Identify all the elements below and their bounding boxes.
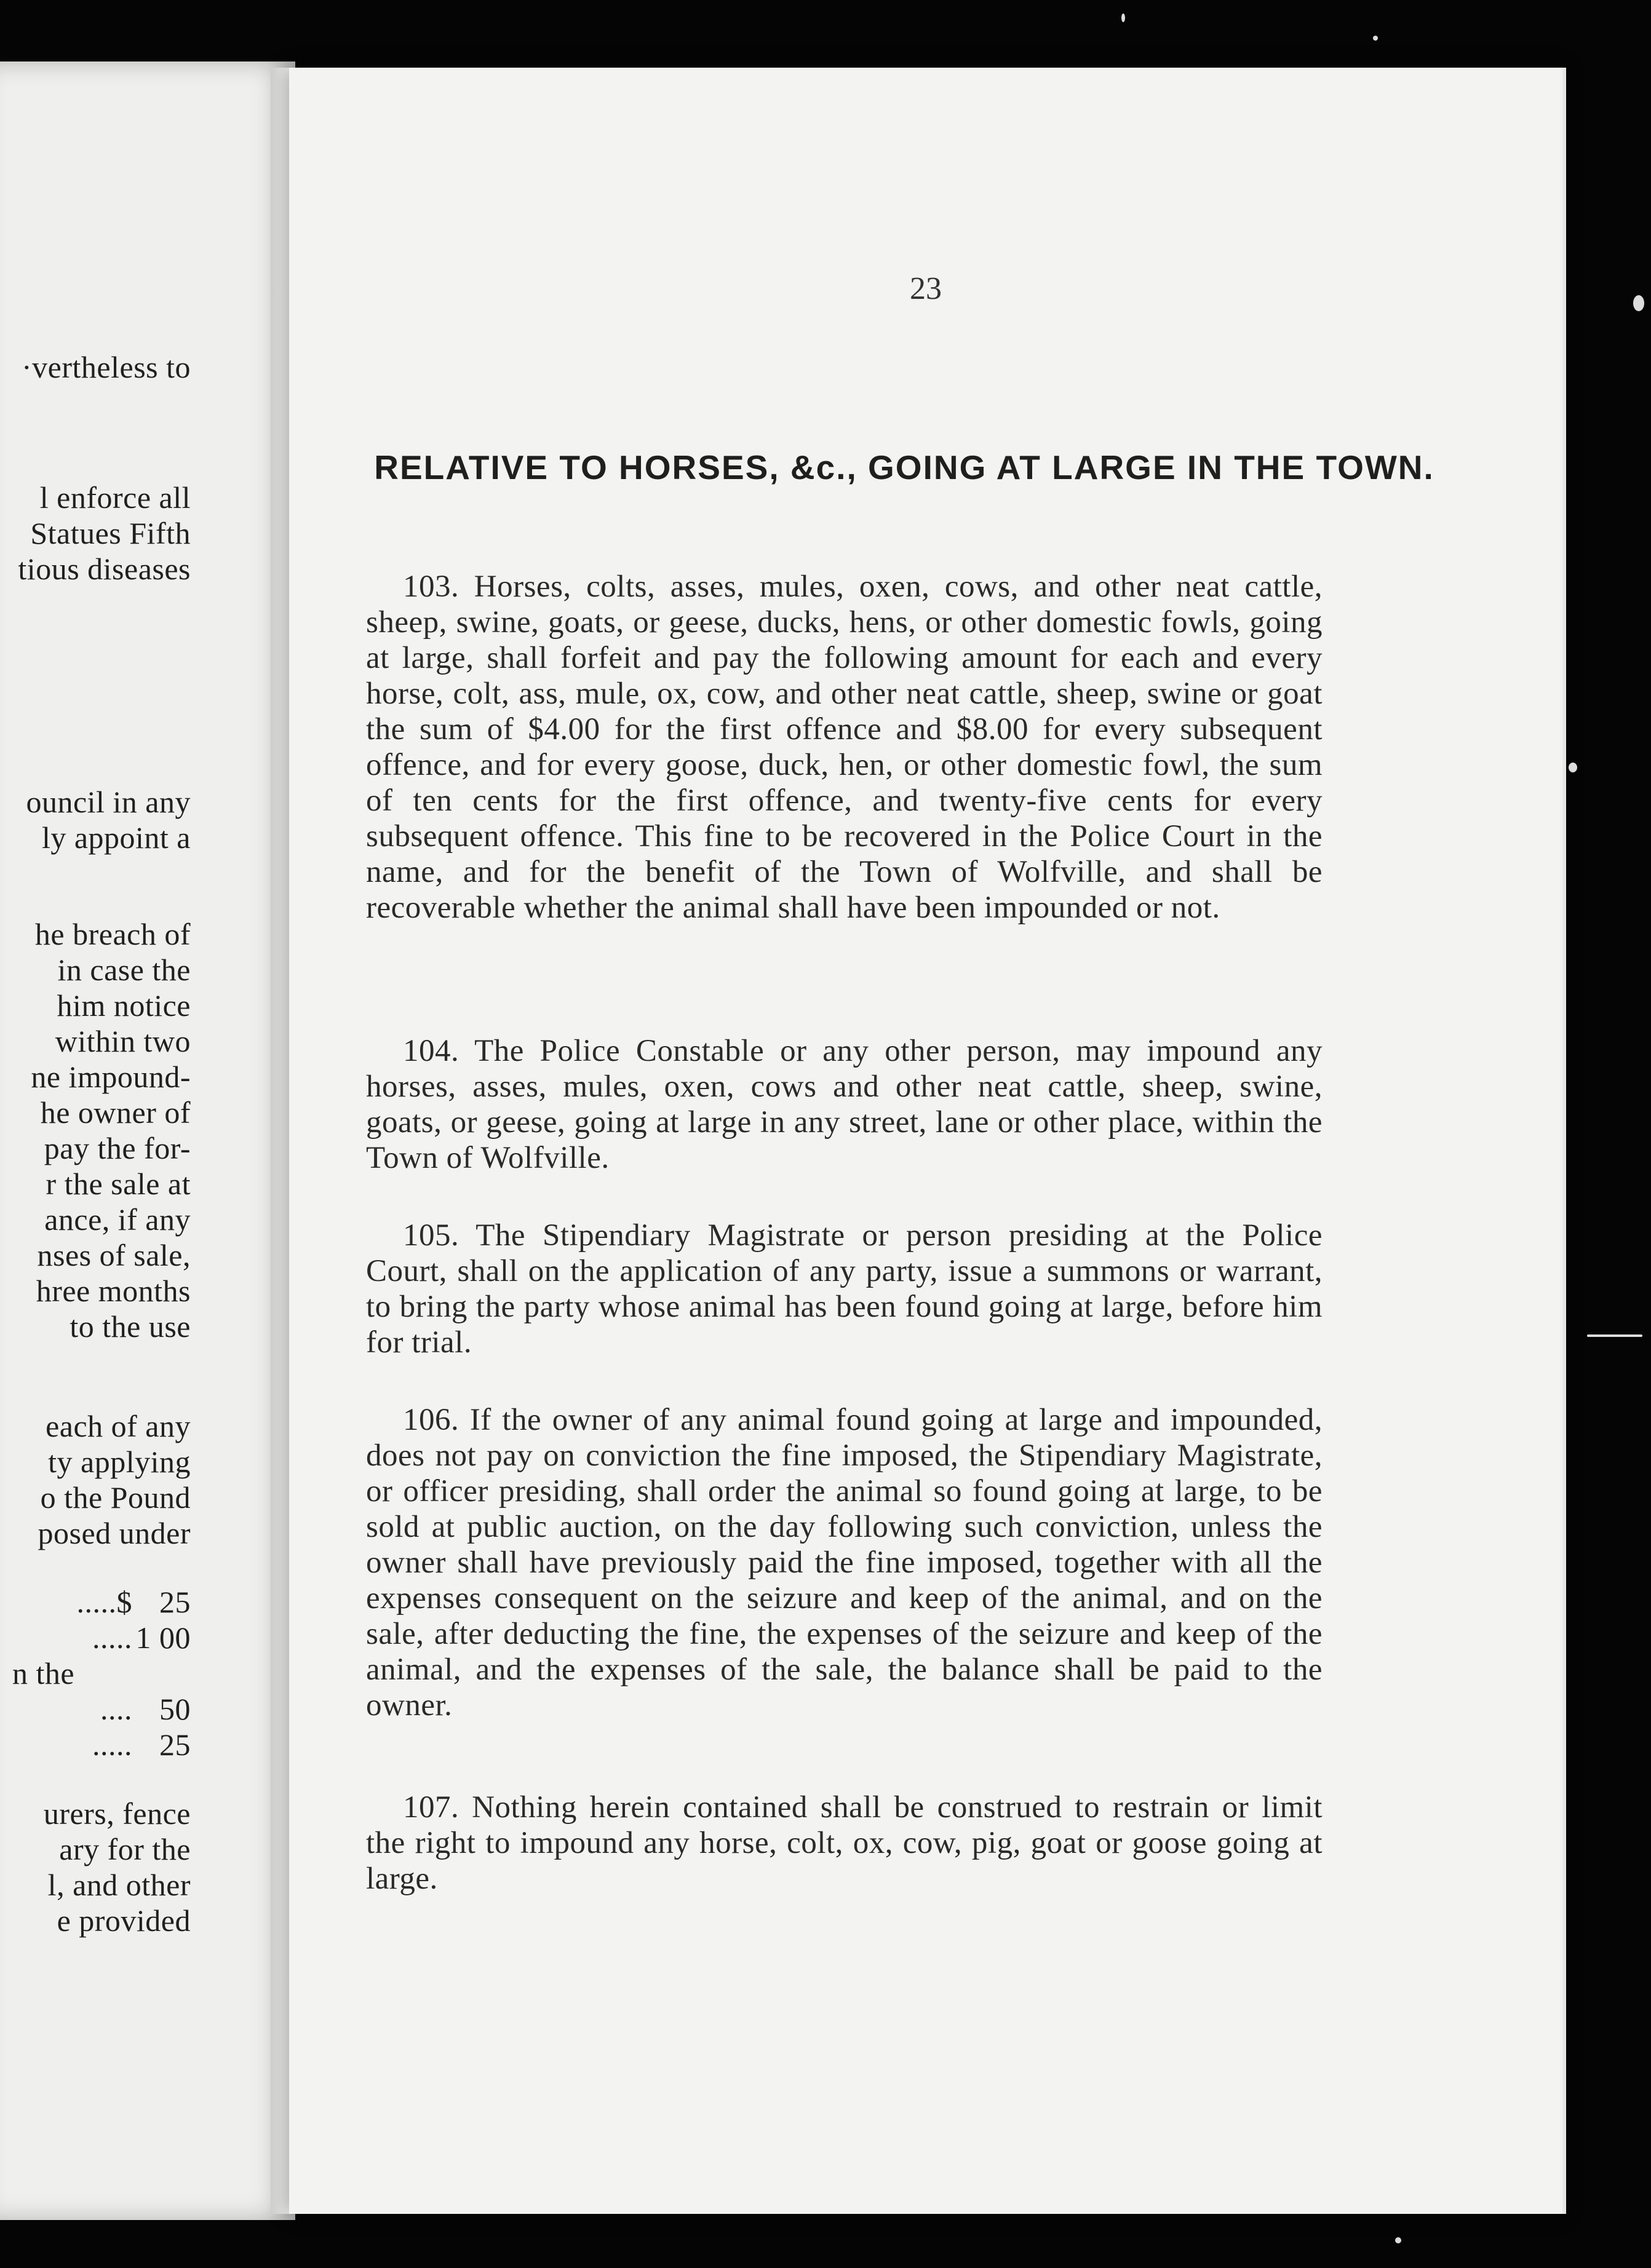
fee-dots: .....: [92, 1620, 132, 1655]
fee-dots: .....: [92, 1727, 132, 1762]
left-text-line: Statues Fifth: [30, 516, 191, 550]
left-text-line: ouncil in any: [26, 785, 191, 819]
left-text-line: ·vertheless to: [22, 350, 191, 384]
facing-page-fragment: [0, 61, 295, 2220]
left-text-line: pay the for-: [44, 1131, 191, 1165]
scan-speck: [1395, 2237, 1401, 2243]
left-text-line: nses of sale,: [37, 1238, 191, 1272]
fee-line: [0, 1727, 191, 1762]
fee-line: [0, 1620, 191, 1655]
document-page: [289, 68, 1562, 2214]
scan-speck: [1587, 1334, 1642, 1337]
scan-speck: [1633, 295, 1644, 311]
section-106: 106. If the owner of any animal found going at large and impounded, does not pay on conviction the fine imposed, the Stipendiary Magistrate, or officer presiding, shall order the animal so found going at large, to be sold at public auction, on the day following such conviction, unless the owner shall have previously paid the fine imposed, together with all the expenses consequent on the seizure and keep of the animal, and on the sale, after deducting the fine, the expenses of the seizure and keep of the animal, and the expenses of the sale, the balance shall be paid to the owner.: [366, 1403, 1323, 1723]
left-text-line: l, and other: [47, 1868, 191, 1902]
left-text-line: within two: [55, 1024, 191, 1058]
section-107: 107. Nothing herein contained shall be construed to restrain or limit the right to impound any horse, colt, ox, cow, pig, goat or goose going at large.: [366, 1790, 1323, 1896]
fee-dots: ....: [100, 1692, 132, 1726]
scan-speck: [1373, 36, 1378, 41]
fee-dots: .....$: [76, 1585, 132, 1619]
fee-value: 25: [159, 1727, 191, 1762]
left-text-line: he breach of: [34, 917, 191, 951]
left-text-line: ary for the: [59, 1832, 191, 1866]
left-text-line: posed under: [38, 1516, 191, 1550]
left-text-line: ly appoint a: [41, 820, 191, 855]
left-text-line: him notice: [57, 988, 191, 1023]
fee-value: 25: [159, 1585, 191, 1619]
left-text-line: r the sale at: [46, 1167, 191, 1201]
left-text-line: each of any: [46, 1409, 191, 1443]
left-text-line: he owner of: [40, 1095, 191, 1130]
fee-line: [0, 1691, 191, 1727]
left-text-line: e provided: [57, 1903, 191, 1938]
left-text-line: tious diseases: [18, 552, 191, 586]
left-text-line: to the use: [70, 1309, 191, 1344]
page-number: 23: [910, 271, 942, 306]
left-text-line: hree months: [36, 1274, 191, 1308]
fee-value: 50: [159, 1692, 191, 1726]
section-103: 103. Horses, colts, asses, mules, oxen, cows, and other neat cattle, sheep, swine, goats, or geese, ducks, hens, or other domestic fowls, going at large, shall forfeit and pay the following amount for each and every horse, colt, ass, mule, ox, cow, and other neat cattle, sheep, swine or goat the sum of $4.00 for the first offence and $8.00 for every subsequent offence, and for every goose, duck, hen, or other domestic fowl, the sum of ten cents for the first offence, and twenty-five cents for every subsequent offence. This fine to be recovered in the Police Court in the name, and for the benefit of the Town of Wolfville, and shall be recoverable whether the animal shall have been impounded or not.: [366, 569, 1323, 925]
left-text-line: ty applying: [48, 1445, 191, 1479]
left-text-line: n the: [12, 1656, 75, 1691]
section-105: 105. The Stipendiary Magistrate or person presiding at the Police Court, shall on the application of any party, issue a summons or warrant, to bring the party whose animal has been found going at large, before him for trial.: [366, 1218, 1323, 1360]
left-text-line: o the Pound: [40, 1480, 191, 1515]
section-heading: RELATIVE TO HORSES, &c., GOING AT LARGE IN THE TOWN.: [374, 448, 1434, 486]
fee-line: [0, 1584, 191, 1620]
left-text-line: ne impound-: [31, 1060, 191, 1094]
left-text-line: in case the: [57, 953, 191, 987]
left-text-line: l enforce all: [39, 480, 191, 515]
left-text-line: ance, if any: [44, 1202, 191, 1237]
scan-speck: [1121, 14, 1125, 22]
section-104: 104. The Police Constable or any other person, may impound any horses, asses, mules, oxen, cows and other neat cattle, sheep, swine, goats, or geese, going at large in any street, lane or other place, within the Town of Wolfville.: [366, 1034, 1323, 1175]
fee-value: 1 00: [135, 1620, 191, 1655]
scan-speck: [1569, 763, 1577, 772]
left-text-line: urers, fence: [43, 1796, 191, 1831]
